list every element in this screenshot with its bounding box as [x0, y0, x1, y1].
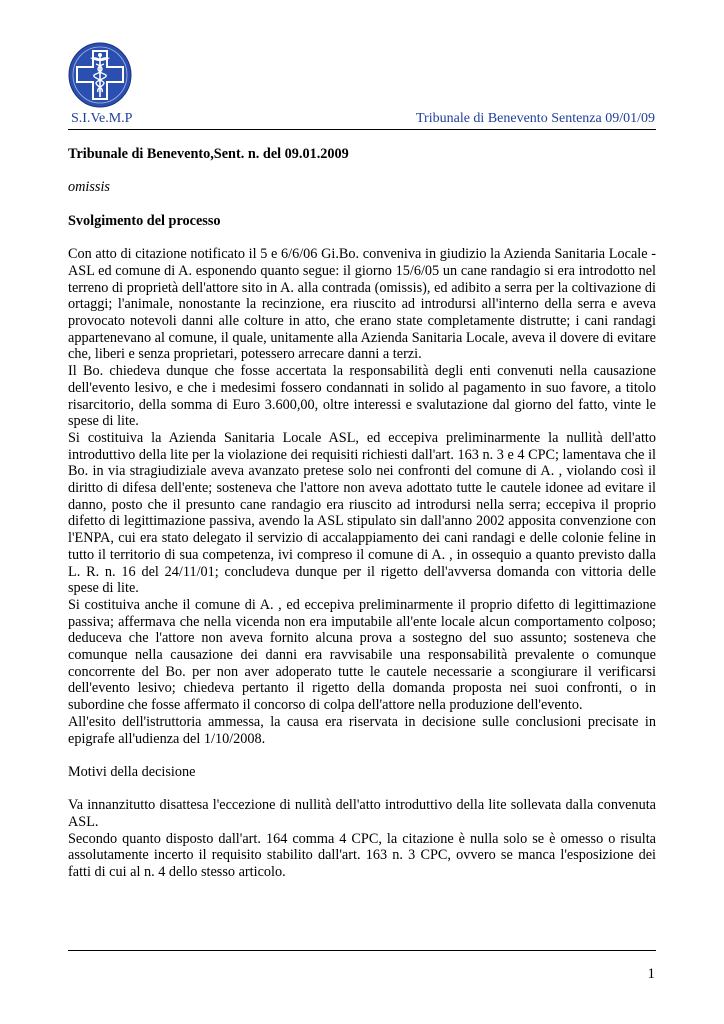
spacer	[68, 196, 656, 213]
paragraph: Il Bo. chiedeva dunque che fosse accertata la responsabilità degli enti convenuti nella causazione dell'evento lesivo, e che i medesimi fossero condannati in solido al pagamento in suo favore, a titolo risarcitorio, della somma di Euro 3.600,00, oltre interessi e svalutazione dal giorno del fatto, vinte le spese di lite.	[68, 363, 656, 430]
paragraph: All'esito dell'istruttoria ammessa, la causa era riservata in decisione sulle conclusioni precisate in epigrafe all'udienza del 1/10/2008.	[68, 713, 656, 747]
header-organization: S.I.Ve.M.P	[71, 111, 133, 126]
document-title: Tribunale di Benevento,Sent. n. del 09.01.2009	[68, 146, 349, 162]
page-number: 1	[647, 966, 655, 982]
spacer	[68, 747, 656, 764]
paragraph: Si costituiva anche il comune di A. , ed eccepiva preliminarmente il proprio difetto di legittimazione passiva; affermava che nella vicenda non era imputabile all'ente locale alcun comportamento colposo; deduceva che l'attore non aveva fornito alcuna prova a sostegno del suo assunto; sosteneva che comunque nella causazione dei danni era ravvisabile una responsabilità prevalente o comunque concorrente del Bo. per non aver adoperato tutte le cautele necessarie a scongiurare il verificarsi dell'evento lesivo; chiedeva pertanto il rigetto della domanda proposta nei suoi confronti, o in subordine che fosse affermato il concorso di colpa dell'attore nella produzione dell'evento.	[68, 596, 656, 714]
section-heading-motivi: Motivi della decisione	[68, 763, 196, 780]
caduceus-cross-logo-icon	[68, 42, 132, 108]
paragraph: Si costituiva la Azienda Sanitaria Locale ASL, ed eccepiva preliminarmente la nullità dell'atto introduttivo della lite per la violazione dei requisiti richiesti dall'art. 163 n. 3 e 4 CPC; lamentava che il Bo. in via stragiudiziale aveva avanzato pretese solo nei confronti del comune di A. , violando così il diritto di difesa dell'ente; sosteneva che l'attore non aveva adottato tutte le cautele idonee ad evitare il danno, posto che il presunto cane randagio era riuscito ad introdursi nella serra; eccepiva il proprio difetto di legittimazione passiva, avendo la ASL stipulato sin dall'anno 2002 apposita convenzione con l'ENPA, cui era stato delegato il servizio di accalappiamento dei cani randagi e delle colonie feline in tutto il territorio di sua competenza, ivi compreso il comune di A. , in ossequio a quanto previsto dalla L. R. n. 16 del 24/11/01; concludeva dunque per il rigetto dell'avversa domanda con vittoria delle spese di lite.	[68, 429, 656, 597]
spacer	[68, 229, 656, 246]
paragraph: Con atto di citazione notificato il 5 e 6/6/06 Gi.Bo. conveniva in giudizio la Azienda Sanitaria Locale - ASL ed comune di A. esponendo quanto segue: il giorno 15/6/05 un cane randagio si era introdotto nel terreno di proprietà dell'attore sito in A. alla contrada (omissis), ed adibito a serra per la coltivazione di ortaggi; l'animale, nonostante la recinzione, era riuscito ad introdursi all'interno della serra e aveva provocato notevoli danni alle colture in atto, che erano state completamente distrutte; i cani randagi appartenevano al comune, il quale, unitamente alla Azienda Sanitaria Locale, aveva il dovere di evitare che, liberi e senza proprietari, potessero arrecare danni a terzi.	[68, 246, 656, 363]
header-divider	[68, 129, 656, 130]
section-heading-svolgimento: Svolgimento del processo	[68, 212, 221, 229]
spacer	[68, 163, 656, 180]
header-document-reference: Tribunale di Benevento Sentenza 09/01/09	[416, 111, 655, 126]
paragraph: Secondo quanto disposto dall'art. 164 comma 4 CPC, la citazione è nulla solo se è omesso o risulta assolutamente incerto il requisito stabilito dall'art. 163 n. 3 CPC, ovvero se manca l'esposizione dei fatti di cui al n. 4 dello stesso articolo.	[68, 830, 656, 881]
document-body	[68, 146, 656, 881]
paragraph: Va innanzitutto disattesa l'eccezione di nullità dell'atto introduttivo della lite sollevata dalla convenuta ASL.	[68, 797, 656, 831]
footer-divider	[68, 950, 656, 951]
sivemp-logo	[68, 42, 132, 108]
spacer	[68, 781, 656, 798]
omissis-note: omissis	[68, 179, 110, 196]
